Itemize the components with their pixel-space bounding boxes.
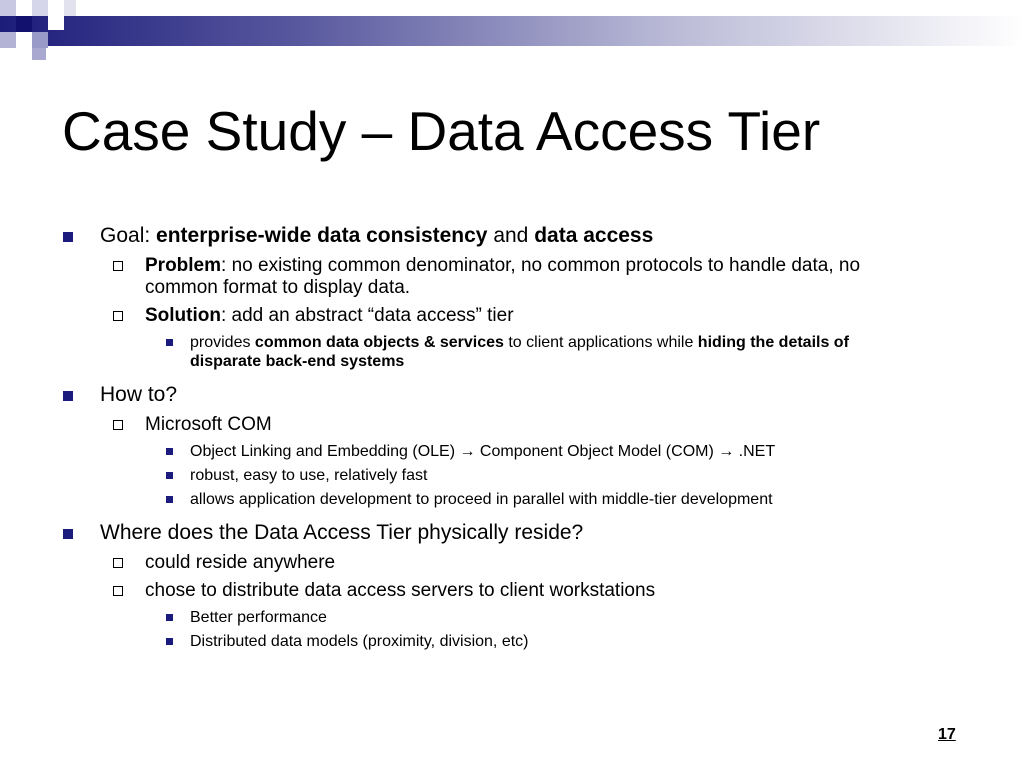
bullet-where bbox=[0, 519, 1024, 546]
bold-text: data access bbox=[534, 224, 654, 247]
text: Distributed data models (proximity, division, etc) bbox=[190, 633, 529, 650]
square-bullet-icon bbox=[166, 472, 173, 479]
bold-text: common data objects & services bbox=[254, 334, 504, 351]
text: .NET bbox=[734, 443, 776, 460]
square-bullet-icon bbox=[166, 638, 173, 645]
sub-sub-bullet-distributed-models bbox=[0, 632, 1024, 651]
text: : add an abstract “data access” tier bbox=[220, 305, 514, 326]
sub-bullet-solution bbox=[0, 305, 1024, 327]
hollow-square-bullet-icon bbox=[113, 261, 123, 271]
sub-sub-bullet-parallel bbox=[0, 490, 1024, 509]
page-number: 17 bbox=[938, 726, 956, 743]
square-bullet-icon bbox=[63, 232, 73, 242]
deco-square bbox=[16, 32, 32, 48]
text: could reside anywhere bbox=[145, 552, 336, 573]
text: Better performance bbox=[190, 609, 327, 626]
deco-square bbox=[0, 32, 16, 48]
deco-square bbox=[16, 16, 32, 32]
text: How to? bbox=[100, 383, 178, 406]
sub-bullet-distribute bbox=[0, 580, 1024, 602]
bold-text: Solution bbox=[145, 305, 221, 326]
text: allows application development to proceed in parallel with middle-tier development bbox=[190, 491, 773, 508]
square-bullet-icon bbox=[63, 529, 73, 539]
sub-bullet-anywhere bbox=[0, 552, 1024, 574]
hollow-square-bullet-icon bbox=[113, 420, 123, 430]
bold-text: hiding the details of disparate back-end systems bbox=[190, 334, 849, 370]
text: Microsoft COM bbox=[145, 414, 272, 435]
deco-square bbox=[64, 0, 76, 16]
square-bullet-icon bbox=[166, 339, 173, 346]
text: and bbox=[487, 224, 535, 247]
deco-square bbox=[48, 16, 64, 30]
text: Object Linking and Embedding (OLE) bbox=[190, 443, 460, 460]
bullet-goal bbox=[0, 222, 1024, 249]
text: : no existing common denominator, no common protocols to handle data, no common format to display data. bbox=[145, 255, 861, 298]
arrow-right-icon: → bbox=[718, 443, 735, 460]
hollow-square-bullet-icon bbox=[113, 586, 123, 596]
text: Where does the Data Access Tier physically reside? bbox=[100, 521, 584, 544]
deco-square bbox=[0, 0, 16, 16]
hollow-square-bullet-icon bbox=[113, 311, 123, 321]
slide-title: Case Study – Data Access Tier bbox=[62, 100, 821, 162]
deco-square bbox=[32, 0, 48, 16]
deco-square bbox=[32, 48, 46, 60]
sub-sub-bullet-provides bbox=[0, 333, 1024, 371]
square-bullet-icon bbox=[166, 448, 173, 455]
gradient-band bbox=[0, 16, 1024, 46]
text: to client applications while bbox=[503, 334, 698, 351]
text: Component Object Model (COM) bbox=[475, 443, 719, 460]
slide-body bbox=[0, 222, 1024, 656]
text: provides bbox=[190, 334, 255, 351]
sub-sub-bullet-robust bbox=[0, 466, 1024, 485]
bold-text: enterprise-wide data consistency bbox=[156, 224, 488, 247]
hollow-square-bullet-icon bbox=[113, 558, 123, 568]
deco-square bbox=[32, 32, 48, 48]
square-bullet-icon bbox=[63, 391, 73, 401]
bullet-how-to bbox=[0, 381, 1024, 408]
bold-text: Problem bbox=[145, 255, 222, 276]
sub-sub-bullet-performance bbox=[0, 608, 1024, 627]
text: chose to distribute data access servers to client workstations bbox=[145, 580, 656, 601]
arrow-right-icon: → bbox=[459, 443, 476, 460]
sub-bullet-problem bbox=[0, 255, 1024, 299]
text: Goal: bbox=[100, 224, 157, 247]
square-bullet-icon bbox=[166, 614, 173, 621]
sub-sub-bullet-ole bbox=[0, 442, 1024, 461]
text: robust, easy to use, relatively fast bbox=[190, 467, 428, 484]
square-bullet-icon bbox=[166, 496, 173, 503]
sub-bullet-microsoft-com bbox=[0, 414, 1024, 436]
